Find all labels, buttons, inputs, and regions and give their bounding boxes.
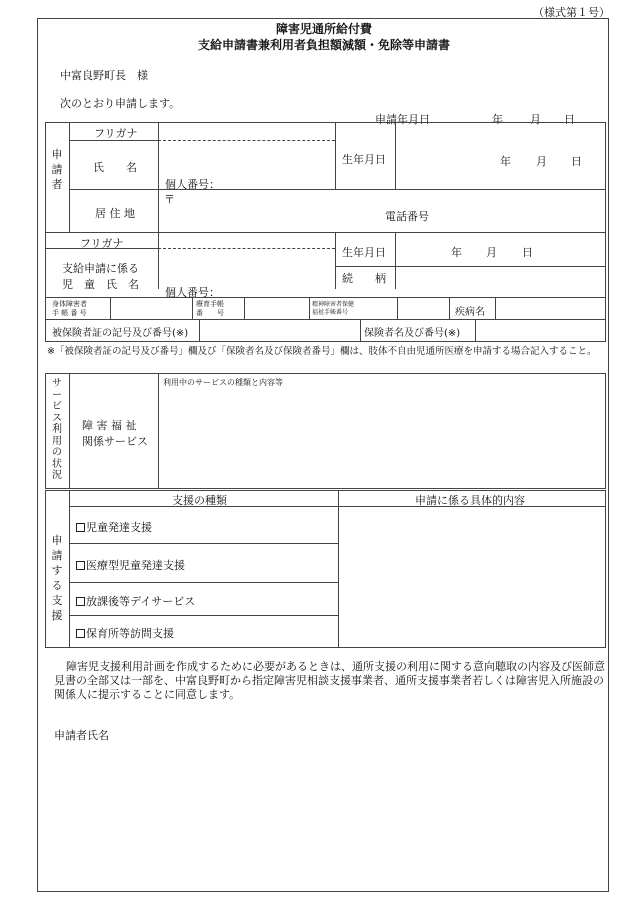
- form-title: 障害児通所給付費: [275, 22, 372, 36]
- phone-label: 電話番号: [385, 210, 429, 223]
- insurer-label: 保険者名及び番号(※): [364, 328, 461, 339]
- applicant-birth-month: 月: [536, 155, 547, 168]
- child-birth-day: 日: [522, 246, 533, 259]
- postal-mark: 〒: [164, 193, 175, 206]
- application-date-year: 年: [492, 113, 503, 126]
- physical-handbook-label-line2: 手 帳 番 号: [52, 309, 87, 317]
- mental-handbook-label-line1: 精神障害者保健: [312, 301, 355, 308]
- applicant-section-label: 申請者: [51, 148, 63, 191]
- applicant-birth-day: 日: [571, 155, 582, 168]
- applicant-birth-year: 年: [500, 155, 511, 168]
- child-birth-year: 年: [451, 246, 462, 259]
- applicant-name-label: 氏 名: [93, 161, 137, 174]
- welfare-service-label-line1: 障 害 福 祉: [82, 419, 137, 432]
- child-name-label-line1: 支給申請に係る: [62, 262, 139, 275]
- support-option-nursery-visit-support[interactable]: 保育所等訪問支援: [76, 625, 174, 641]
- service-status-section-label: サービス利用の状況: [52, 378, 62, 481]
- applicant-personal-number-label: 個人番号：: [165, 178, 220, 191]
- welfare-service-label-line2: 関係サービス: [82, 435, 148, 448]
- insurance-card-label: 被保険者証の記号及び番号(※): [52, 328, 189, 339]
- form-subtitle: 支給申請書兼利用者負担額減額・免除等申請書: [197, 38, 450, 52]
- consent-text: 障害児支援利用計画を作成するために必要があるときは、通所支援の利用に関する意向聴取の内容及び医師意見書の全部又は一部を、中富良野町から指定障害児相談支援事業者、通所支援事業者若しくは障害児入所施設の関係人に提示することに同意します。: [54, 660, 605, 701]
- child-furigana-label: フリガナ: [80, 237, 124, 250]
- service-content-label: 利用中のサービスの種類と内容等: [163, 378, 283, 387]
- rehab-handbook-label-line2: 番 号: [196, 309, 224, 317]
- child-personal-number-label: 個人番号：: [165, 286, 220, 299]
- application-date-day: 日: [564, 113, 575, 126]
- support-option-after-school-day-service[interactable]: 放課後等デイサービス: [76, 593, 195, 609]
- mental-handbook-label-line2: 福祉手帳番号: [312, 309, 349, 316]
- checkbox-icon[interactable]: [76, 629, 85, 638]
- child-birth-date-label: 生年月日: [342, 246, 386, 259]
- support-option-medical-child-development[interactable]: 医療型児童発達支援: [76, 557, 185, 573]
- form-number: （様式第１号）: [533, 6, 610, 19]
- support-detail-header: 申請に係る具体的内容: [415, 494, 525, 507]
- signature-label: 申請者氏名: [54, 729, 109, 742]
- rehab-handbook-label-line1: 療育手帳: [196, 300, 224, 308]
- applicant-furigana-label: フリガナ: [94, 127, 138, 140]
- child-relation-label: 続 柄: [342, 272, 386, 285]
- applicant-address-label: 居 住 地: [95, 207, 135, 220]
- child-birth-month: 月: [486, 246, 497, 259]
- child-name-label-line2: 児 童 氏 名: [62, 278, 139, 291]
- addressee: 中富良野町長 様: [60, 69, 148, 82]
- application-date-month: 月: [530, 113, 541, 126]
- checkbox-icon[interactable]: [76, 597, 85, 606]
- support-type-header: 支援の種類: [172, 494, 227, 507]
- insurance-note: ※「被保険者証の記号及び番号」欄及び「保険者名及び保険者番号」欄は、肢体不自由児通所医療を申請する場合記入すること。: [47, 346, 597, 357]
- application-date-label: 申請年月日: [375, 113, 430, 126]
- support-option-child-development[interactable]: 児童発達支援: [76, 519, 152, 535]
- checkbox-icon[interactable]: [76, 523, 85, 532]
- applicant-birth-date-label: 生年月日: [342, 153, 386, 166]
- support-section-label: 申請する支援: [51, 534, 63, 622]
- intro-text: 次のとおり申請します。: [60, 97, 181, 110]
- application-form: [37, 18, 609, 892]
- checkbox-icon[interactable]: [76, 561, 85, 570]
- disease-label: 疾病名: [455, 307, 485, 318]
- physical-handbook-label-line1: 身体障害者: [52, 300, 87, 308]
